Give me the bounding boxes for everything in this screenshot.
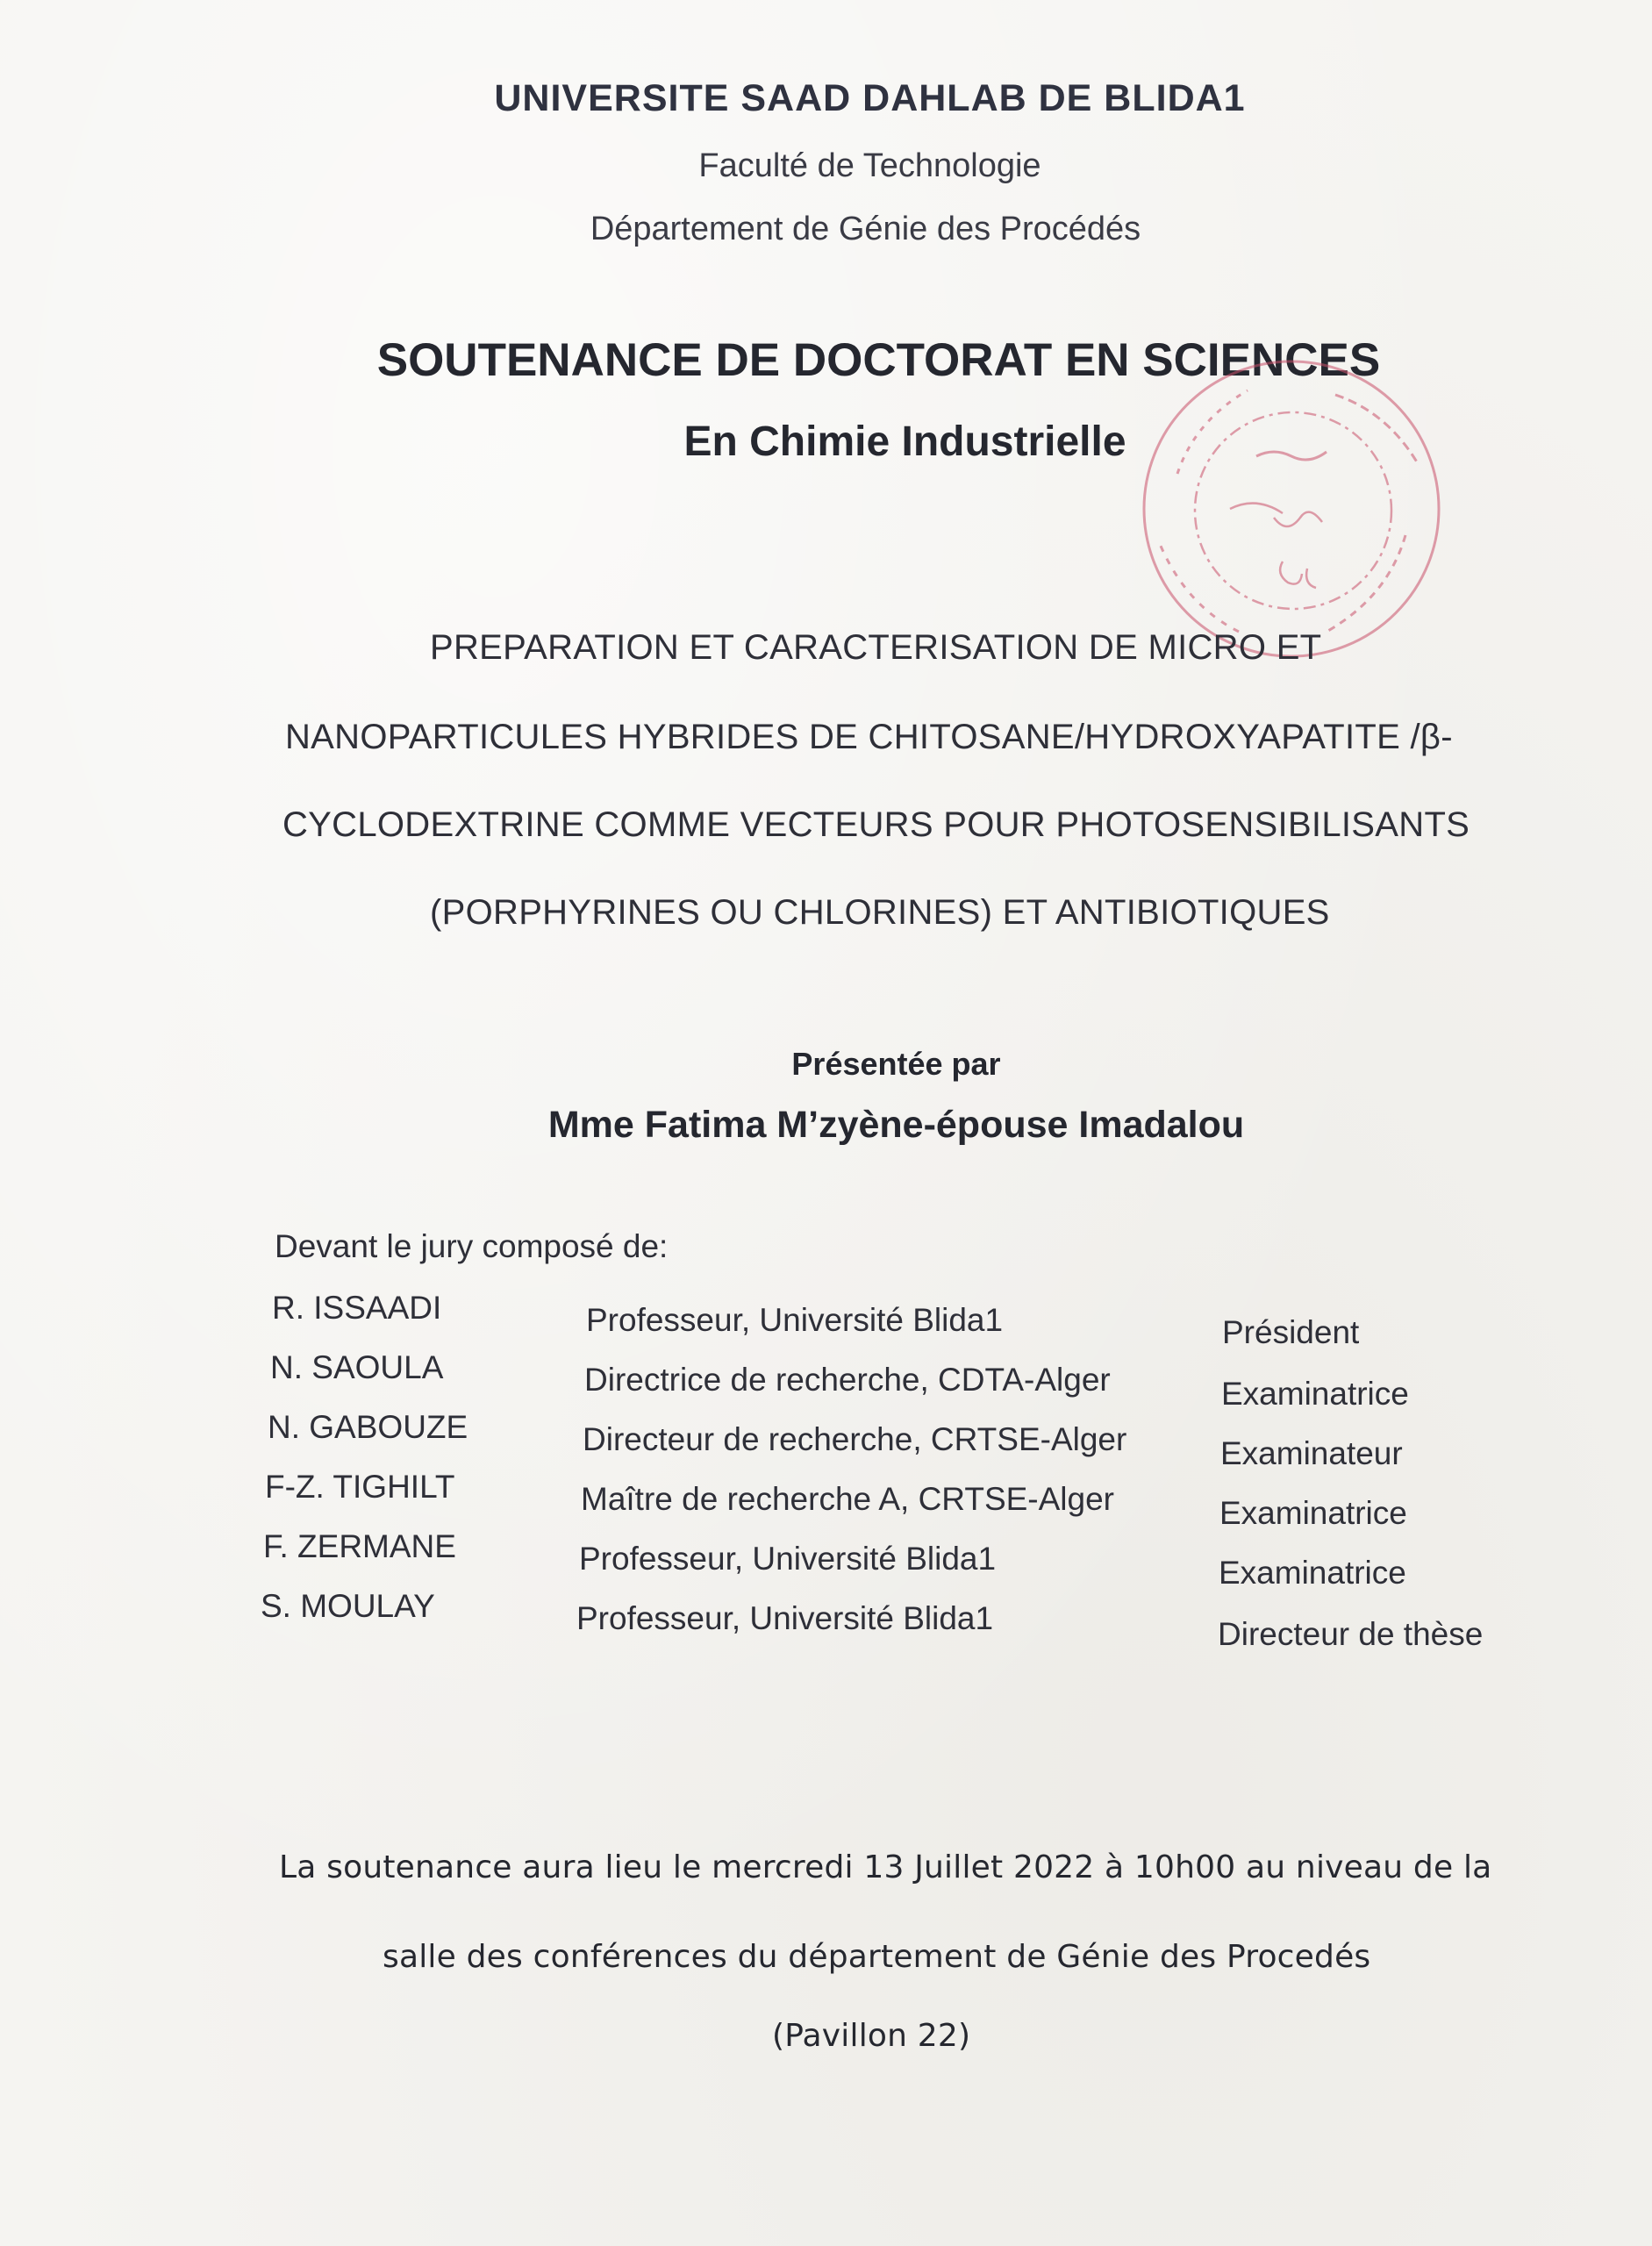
event-speciality: En Chimie Industrielle bbox=[683, 418, 1126, 465]
thesis-title-line-1: PREPARATION ET CARACTERISATION DE MICRO ET bbox=[430, 628, 1322, 667]
jury-member-affiliation: Directrice de recherche, CDTA-Alger bbox=[584, 1362, 1111, 1398]
jury-member-name: F. ZERMANE bbox=[263, 1528, 456, 1564]
jury-member-name: R. ISSAADI bbox=[272, 1290, 442, 1326]
jury-member-affiliation: Professeur, Université Blida1 bbox=[576, 1600, 994, 1636]
thesis-title-line-3: CYCLODEXTRINE COMME VECTEURS POUR PHOTOSENSIBILISANTS bbox=[282, 805, 1470, 844]
jury-member-role: Examinatrice bbox=[1219, 1495, 1407, 1531]
jury-member-name: N. SAOULA bbox=[270, 1349, 444, 1385]
jury-member-affiliation: Maître de recherche A, CRTSE-Alger bbox=[581, 1481, 1115, 1517]
jury-member-role: Examinatrice bbox=[1219, 1555, 1406, 1591]
jury-member-role: Examinateur bbox=[1220, 1435, 1403, 1471]
presented-by-label: Présentée par bbox=[791, 1046, 1001, 1082]
defense-details-line-2: salle des conférences du département de Génie des Procedés bbox=[383, 1939, 1371, 1975]
jury-member-affiliation: Professeur, Université Blida1 bbox=[579, 1541, 997, 1577]
jury-member-role: Président bbox=[1222, 1314, 1360, 1350]
jury-intro: Devant le jury composé de: bbox=[275, 1228, 669, 1264]
faculty-name: Faculté de Technologie bbox=[698, 147, 1041, 184]
official-stamp-icon bbox=[1107, 342, 1458, 676]
defense-details-line-3: (Pavillon 22) bbox=[772, 2018, 971, 2054]
jury-member-name: N. GABOUZE bbox=[268, 1409, 468, 1445]
university-name: UNIVERSITE SAAD DAHLAB DE BLIDA1 bbox=[494, 77, 1246, 119]
thesis-title-line-2: NANOPARTICULES HYBRIDES DE CHITOSANE/HYDROXYAPATITE /β- bbox=[285, 718, 1453, 756]
jury-member-role: Directeur de thèse bbox=[1218, 1616, 1484, 1652]
jury-member-role: Examinatrice bbox=[1221, 1376, 1409, 1412]
candidate-name: Mme Fatima M’zyène-épouse Imadalou bbox=[547, 1104, 1245, 1146]
jury-member-affiliation: Professeur, Université Blida1 bbox=[586, 1302, 1004, 1338]
jury-member-name: F-Z. TIGHILT bbox=[265, 1469, 455, 1505]
thesis-title-line-4: (PORPHYRINES OU CHLORINES) ET ANTIBIOTIQUES bbox=[430, 893, 1330, 932]
defense-details-line-1: La soutenance aura lieu le mercredi 13 Juillet 2022 à 10h00 au niveau de la bbox=[279, 1849, 1492, 1885]
event-title: SOUTENANCE DE DOCTORAT EN SCIENCES bbox=[376, 334, 1381, 386]
jury-member-affiliation: Directeur de recherche, CRTSE-Alger bbox=[583, 1421, 1127, 1457]
jury-member-name: S. MOULAY bbox=[261, 1588, 435, 1624]
department-name: Département de Génie des Procédés bbox=[590, 211, 1141, 247]
